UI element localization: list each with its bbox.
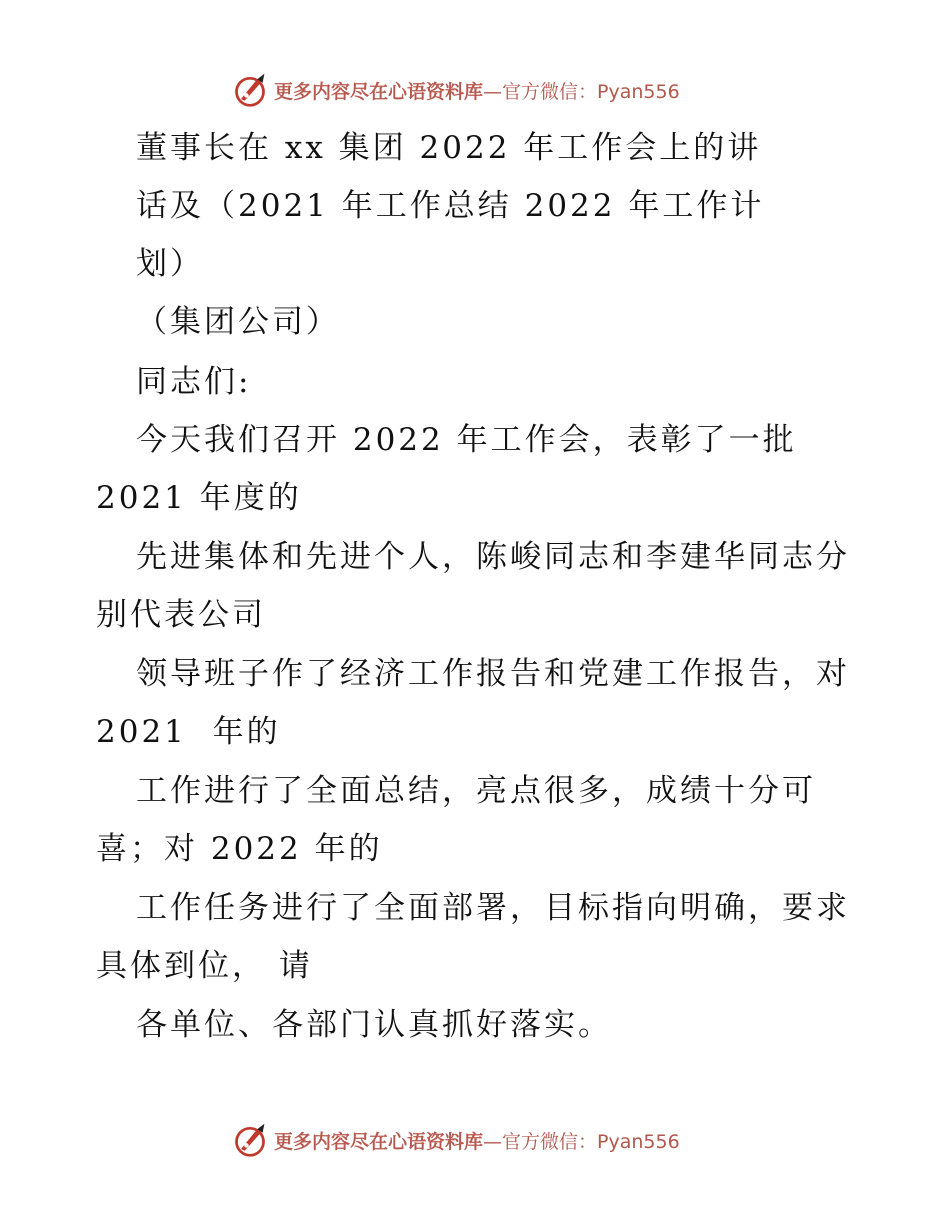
watermark-lead-text: 更多内容尽在心语资料库	[274, 80, 484, 103]
watermark-contact-text: —官方微信：Pyan556	[483, 1130, 680, 1153]
body-line: 具体到位， 请	[96, 948, 313, 984]
quill-logo-icon	[232, 72, 268, 108]
header-watermark	[232, 70, 680, 110]
body-line: 别代表公司	[96, 597, 266, 633]
body-line: 工作进行了全面总结，亮点很多，成绩十分可	[136, 773, 816, 809]
body-line: 各单位、各部门认真抓好落实。	[136, 1007, 612, 1043]
body-line: 2021 年的	[96, 714, 281, 750]
document-subtitle: （集团公司）	[136, 304, 340, 340]
footer-watermark	[232, 1120, 680, 1160]
document-title-line-2: 话及（2021 年工作总结 2022 年工作计	[136, 188, 765, 224]
watermark-contact-text: —官方微信：Pyan556	[483, 80, 680, 103]
document-title-line-1: 董事长在 xx 集团 2022 年工作会上的讲	[136, 130, 762, 166]
watermark-lead-text: 更多内容尽在心语资料库	[274, 1130, 484, 1153]
salutation: 同志们:	[136, 364, 252, 400]
document-title-line-3: 划）	[136, 246, 204, 282]
quill-logo-icon	[232, 1122, 268, 1158]
body-line: 领导班子作了经济工作报告和党建工作报告，对	[136, 656, 850, 692]
body-line: 工作任务进行了全面部署，目标指向明确，要求	[136, 890, 850, 926]
body-line: 2021 年度的	[96, 480, 302, 516]
body-line: 今天我们召开 2022 年工作会，表彰了一批	[136, 422, 797, 458]
body-line: 喜；对 2022 年的	[96, 831, 383, 867]
body-line: 先进集体和先进个人，陈峻同志和李建华同志分	[136, 539, 850, 575]
